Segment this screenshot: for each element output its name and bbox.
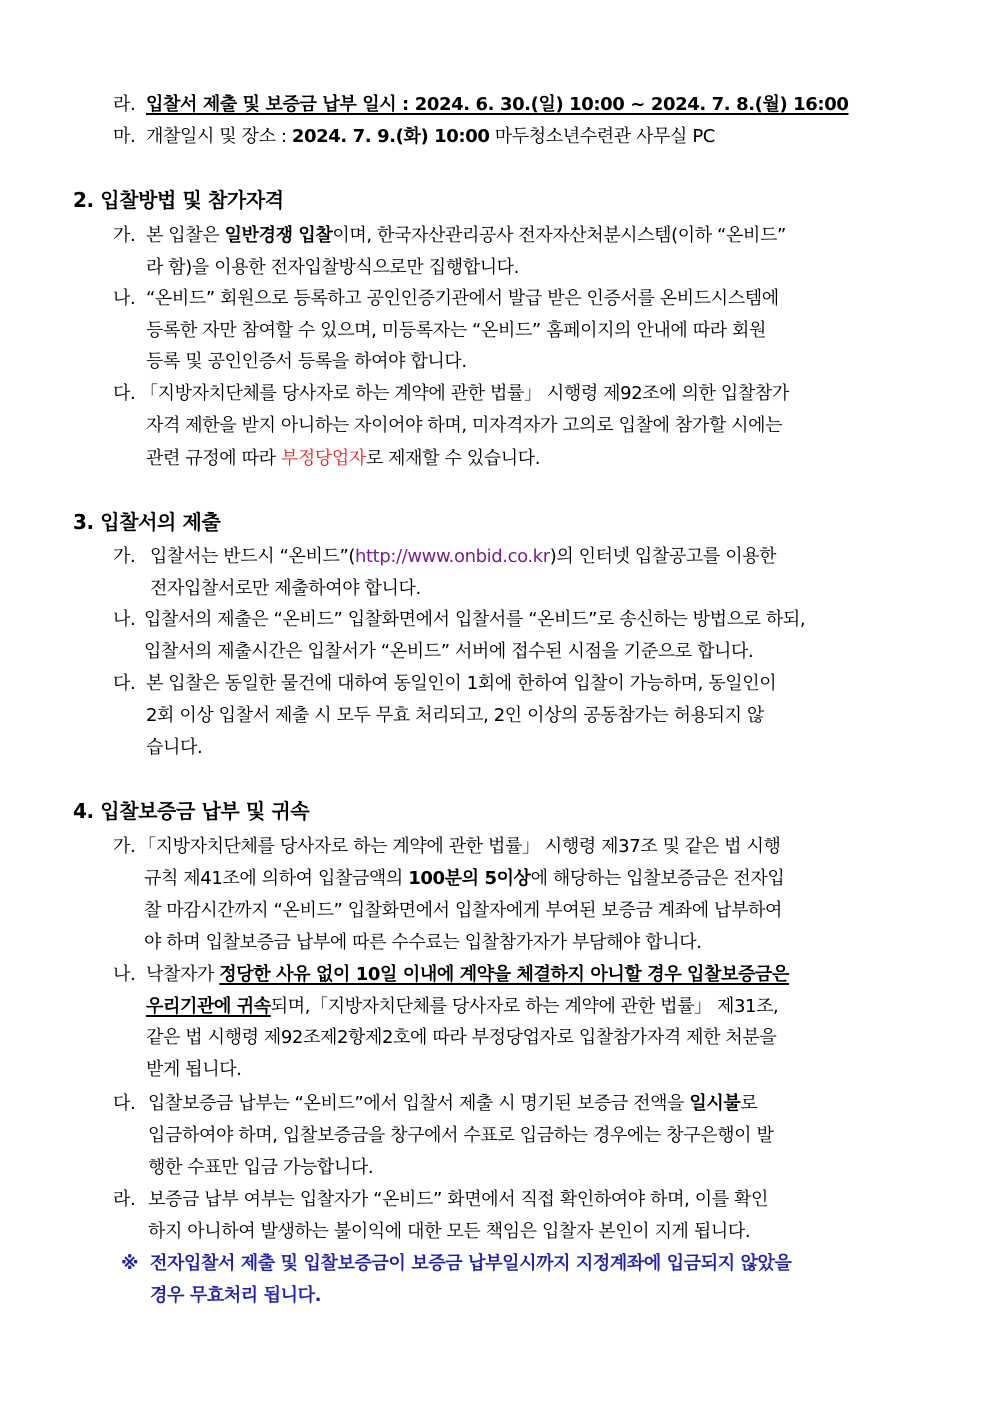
s2-da-line1: 다. 「지방자치단체를 당사자로 하는 계약에 관한 법률」 시행령 제92조에 의한 입찰참가 <box>0 378 992 409</box>
item-marker: 가. <box>113 836 136 857</box>
item-marker: 가. <box>113 546 136 567</box>
reference-mark-icon: ※ <box>121 1253 139 1274</box>
s4-da-line3: 행한 수표만 입금 가능합니다. <box>148 1157 374 1178</box>
s4-ra-line2: 하지 아니하여 발생하는 불이익에 대한 모든 책임은 입찰자 본인이 지게 됩니다. <box>148 1221 751 1242</box>
s4-na-line1: 나. 낙찰자가 정당한 사유 없이 10일 이내에 계약을 체결하지 아니할 경우 입찰보증금은 <box>0 959 992 990</box>
section-2-heading: 2. 입찰방법 및 참가자격 <box>73 188 284 212</box>
s4-ga-line1: 가. 「지방자치단체를 당사자로 하는 계약에 관한 법률」 시행령 제37조 및 같은 법 시행 <box>0 831 992 862</box>
s4-da-line2: 입금하여야 하며, 입찰보증금을 창구에서 수표로 입금하는 경우에는 창구은행이 발 <box>148 1125 774 1146</box>
onbid-url-link[interactable]: http://www.onbid.co.kr <box>355 546 550 567</box>
section-4-heading: 4. 입찰보증금 납부 및 귀속 <box>73 799 310 823</box>
item-marker: 가. <box>113 225 136 246</box>
s2-da-line2: 자격 제한을 받지 아니하는 자이어야 하며, 미자격자가 고의로 입찰에 참가할 시에는 <box>146 415 783 436</box>
s4-ra-line1: 라. 보증금 납부 여부는 입찰자가 “온비드” 화면에서 직접 확인하여야 하며, 이를 확인 <box>0 1184 992 1215</box>
item-marker: 나. <box>113 288 136 309</box>
item-marker: 다. <box>113 673 136 694</box>
item-marker: 나. <box>113 964 136 985</box>
s4-na-line4: 받게 됩니다. <box>146 1059 242 1080</box>
item-marker: 다. <box>113 1093 136 1114</box>
s2-na-line2: 등록한 자만 참여할 수 있으며, 미등록자는 “온비드” 홈페이지의 안내에 따라 회원 <box>146 320 767 341</box>
s2-da-line3: 관련 규정에 따라 부정당업자로 제재할 수 있습니다. <box>146 448 541 469</box>
s2-na-line1: 나. “온비드” 회원으로 등록하고 공인인증기관에서 발급 받은 인증서를 온비드시스템에 <box>0 283 992 314</box>
item-ma <box>0 121 992 152</box>
s3-da-line1: 다. 본 입찰은 동일한 물건에 대하여 동일인이 1회에 한하여 입찰이 가능하며, 동일인이 <box>0 668 992 699</box>
warning-note-line1: ※ 전자입찰서 제출 및 입찰보증금이 보증금 납부일시까지 지정계좌에 입금되지 않았을 <box>0 1248 992 1279</box>
bid-submission-period: 입찰서 제출 및 보증금 납부 일시 : 2024. 6. 30.(일) 10:00 ~ 2024. 7. 8.(월) 16:00 <box>146 94 849 115</box>
s3-ga-line1: 가. 입찰서는 반드시 “온비드”(http://www.onbid.co.kr)의 인터넷 입찰공고를 이용한 <box>0 541 992 572</box>
opening-info: 개찰일시 및 장소 : 2024. 7. 9.(화) 10:00 마두청소년수련관 사무실 PC <box>146 126 715 147</box>
item-la <box>0 89 992 120</box>
s2-ga-line1: 가. 본 입찰은 일반경쟁 입찰이며, 한국자산관리공사 전자자산처분시스템(이하 “온비드” <box>0 220 992 251</box>
s3-na-line2: 입찰서의 제출시간은 입찰서가 “온비드” 서버에 접수된 시점을 기준으로 합니다. <box>144 641 754 662</box>
item-marker: 다. <box>113 383 136 404</box>
item-marker: 나. <box>113 609 136 630</box>
s4-na-line2: 우리기관에 귀속되며,「지방자치단체를 당사자로 하는 계약에 관한 법률」 제31조, <box>146 996 779 1017</box>
s4-na-line3: 같은 법 시행령 제92조제2항제2호에 따라 부정당업자로 입찰참가자격 제한 처분을 <box>146 1027 777 1048</box>
item-marker: 라. <box>113 94 136 115</box>
item-marker: 라. <box>113 1189 136 1210</box>
s4-ga-line3: 찰 마감시간까지 “온비드” 입찰화면에서 입찰자에게 부여된 보증금 계좌에 납부하여 <box>144 900 783 921</box>
s3-da-line3: 습니다. <box>146 737 203 758</box>
section-3-heading: 3. 입찰서의 제출 <box>73 510 221 534</box>
s4-ga-line4: 야 하며 입찰보증금 납부에 따른 수수료는 입찰참가자가 부담해야 합니다. <box>144 932 702 953</box>
s2-na-line3: 등록 및 공인인증서 등록을 하여야 합니다. <box>146 351 467 372</box>
warning-note-line2: 경우 무효처리 됩니다. <box>150 1285 322 1306</box>
s3-da-line2: 2회 이상 입찰서 제출 시 모두 무효 처리되고, 2인 이상의 공동참가는 허용되지 않 <box>146 705 764 726</box>
s4-ga-line2: 규칙 제41조에 의하여 입찰금액의 100분의 5이상에 해당하는 입찰보증금은 전자입 <box>144 868 785 889</box>
s4-da-line1: 다. 입찰보증금 납부는 “온비드”에서 입찰서 제출 시 명기된 보증금 전액을 일시불로 <box>0 1088 992 1119</box>
s2-ga-line2: 라 함)을 이용한 전자입찰방식으로만 집행합니다. <box>146 257 519 278</box>
item-marker: 마. <box>113 126 136 147</box>
s3-ga-line2: 전자입찰서로만 제출하여야 합니다. <box>150 578 421 599</box>
s3-na-line1: 나. 입찰서의 제출은 “온비드” 입찰화면에서 입찰서를 “온비드”로 송신하는 방법으로 하되, <box>0 604 992 635</box>
unfair-contractor-term: 부정당업자 <box>280 448 366 469</box>
